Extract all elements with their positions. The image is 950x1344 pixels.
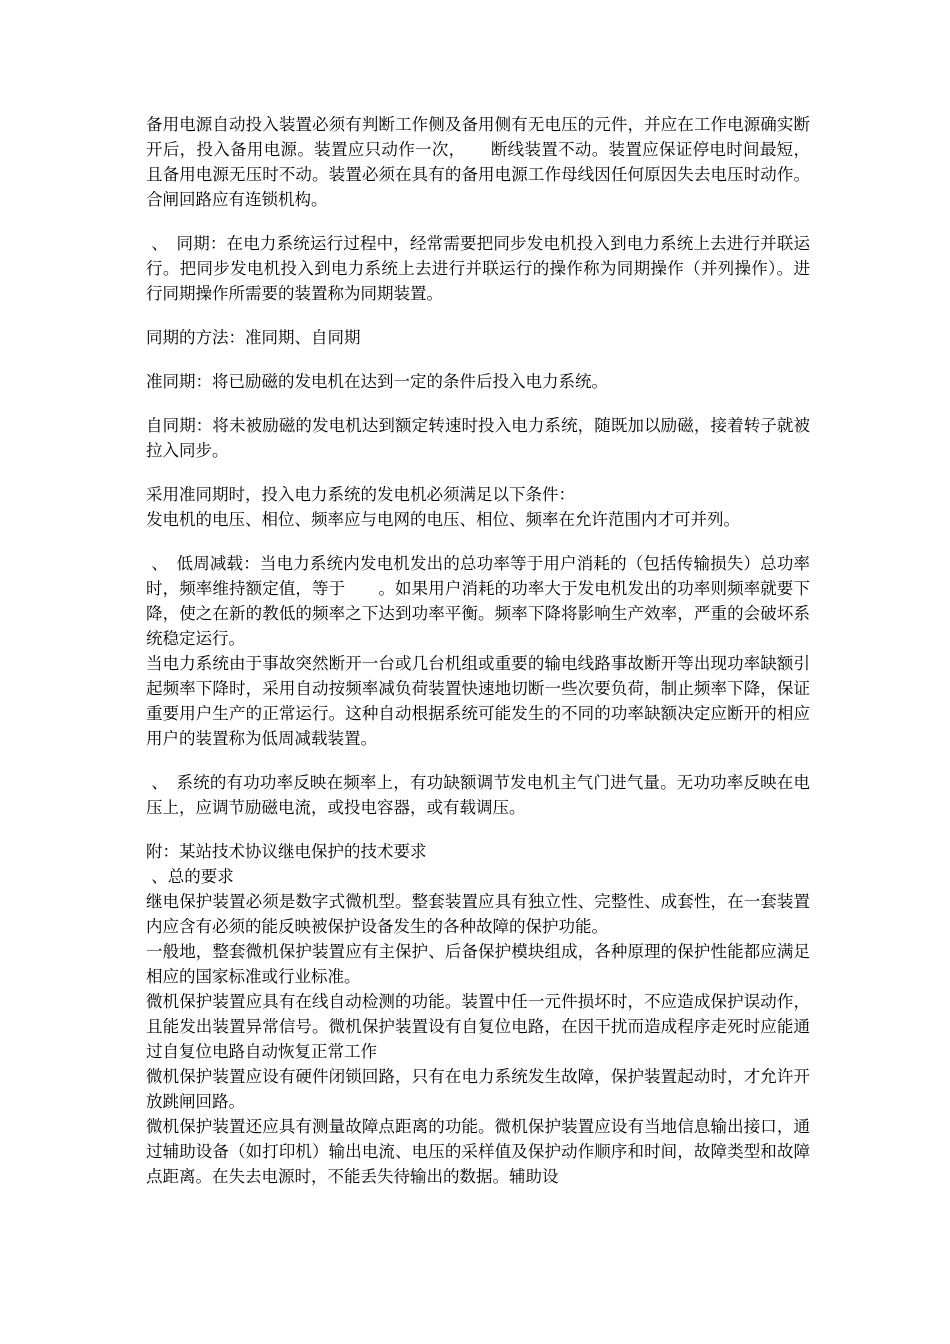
paragraph-appendix-heading: 附：某站技术协议继电保护的技术要求 — [146, 842, 427, 861]
paragraph-sync-conditions-intro: 采用准同期时，投入电力系统的发电机必须满足以下条件： — [146, 485, 575, 504]
paragraph-quasi-sync: 准同期：将已励磁的发电机在达到一定的条件后投入电力系统。 — [146, 372, 608, 391]
paragraph-sync-methods: 同期的方法：准同期、自同期 — [146, 328, 361, 347]
paragraph-general-requirements: 、总的要求 — [146, 867, 234, 886]
paragraph-load-shedding-device: 当电力系统由于事故突然断开一台或几台机组或重要的输电线路事故断开等出现功率缺额引起频率下降时，采用自动按频率减负荷装置快速地切断一些次要负荷，制止频率下降，保证重要用户生产的正常运行。这种自动根据系统可能发生的不同的功率缺额决定应断开的相应用户的装置称为低周减载装置。 — [146, 654, 810, 748]
document-body — [146, 112, 810, 1189]
paragraph-digital-protection: 继电保护装置必须是数字式微机型。整套装置应具有独立性、完整性、成套性，在一套装置内应含有必须的能反映被保护设备发生的各种故障的保护功能。 — [146, 892, 810, 936]
paragraph-fault-location: 微机保护装置还应具有测量故障点距离的功能。微机保护装置应设有当地信息输出接口，通过辅助设备（如打印机）输出电流、电压的采样值及保护动作顺序和时间，故障类型和故障点距离。在失去电源时，不能丢失待输出的数据。辅助设 — [146, 1117, 810, 1186]
paragraph-self-check: 微机保护装置应具有在线自动检测的功能。装置中任一元件损坏时，不应造成保护误动作，且能发出装置异常信号。微机保护装置设有自复位电路，在因干扰而造成程序走死时应能通过自复位电路自动恢复正常工作 — [146, 992, 810, 1061]
paragraph-synchronization: 、 同期：在电力系统运行过程中，经常需要把同步发电机投入到电力系统上去进行并联运行。把同步发电机投入到电力系统上去进行并联运行的操作称为同期操作（并列操作）。进行同期操作所需要的装置称为同期装置。 — [146, 234, 810, 303]
paragraph-protection-modules: 一般地，整套微机保护装置应有主保护、后备保护模块组成，各种原理的保护性能都应满足相应的国家标准或行业标准。 — [146, 942, 810, 986]
paragraph-hardware-lockout: 微机保护装置应设有硬件闭锁回路，只有在电力系统发生故障，保护装置起动时，才允许开放跳闸回路。 — [146, 1067, 810, 1111]
paragraph-sync-conditions: 发电机的电压、相位、频率应与电网的电压、相位、频率在允许范围内才可并列。 — [146, 510, 740, 529]
paragraph-power-balance: 、 系统的有功功率反映在频率上，有功缺额调节发电机主气门进气量。无功功率反映在电压上，应调节励磁电流，或投电容器，或有载调压。 — [146, 773, 810, 817]
paragraph-load-shedding: 、 低周减载：当电力系统内发电机发出的总功率等于用户消耗的（包括传输损失）总功率时，频率维持额定值，等于 。如果用户消耗的功率大于发电机发出的功率则频率就要下降，使之在新的教低的频率之下达到功率平衡。频率下降将影响生产效率，严重的会破坏系统稳定运行。 — [146, 554, 810, 648]
paragraph-self-sync: 自同期：将未被励磁的发电机达到额定转速时投入电力系统，随既加以励磁，接着转子就被拉入同步。 — [146, 416, 810, 460]
paragraph-backup-power: 备用电源自动投入装置必须有判断工作侧及备用侧有无电压的元件，并应在工作电源确实断开后，投入备用电源。装置应只动作一次， 断线装置不动。装置应保证停电时间最短，且备用电源无压时不动。装置必须在具有的备用电源工作母线因任何原因失去电压时动作。合闸回路应有连锁机构。 — [146, 115, 810, 209]
